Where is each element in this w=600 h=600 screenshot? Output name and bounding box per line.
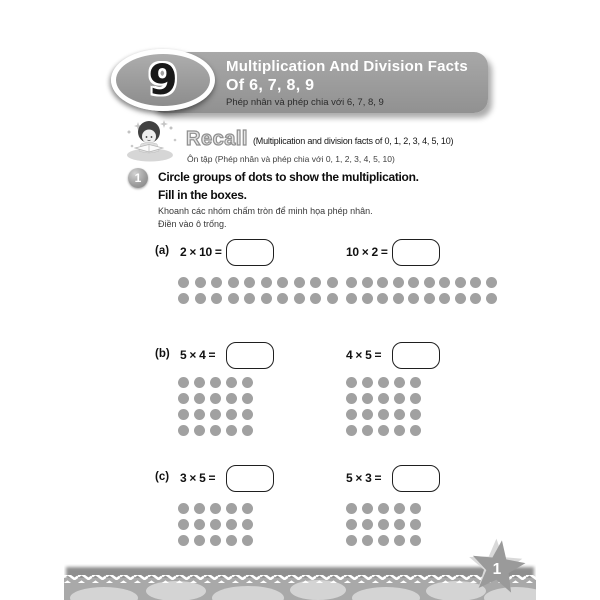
dot <box>362 293 373 304</box>
dot <box>346 293 357 304</box>
dot <box>378 535 389 546</box>
dot <box>210 503 221 514</box>
dot <box>486 293 497 304</box>
instruction-english-line2: Fill in the boxes. <box>158 188 247 202</box>
dot <box>408 293 419 304</box>
dot <box>211 277 222 288</box>
dot <box>210 519 221 530</box>
dot <box>178 503 189 514</box>
dot <box>394 503 405 514</box>
dot <box>394 393 405 404</box>
dot <box>210 393 221 404</box>
dot <box>346 535 357 546</box>
dot <box>378 503 389 514</box>
dot <box>194 409 205 420</box>
dot <box>195 277 206 288</box>
dot <box>310 293 321 304</box>
dot <box>362 393 373 404</box>
dot <box>242 393 253 404</box>
exercise-c-label: (c) <box>155 471 170 483</box>
question-number: 1 <box>134 171 142 185</box>
exercise-b-left-answer-box[interactable] <box>226 342 274 369</box>
dot <box>226 535 237 546</box>
dot <box>377 277 388 288</box>
exercise-c-left-expression: 3 × 5 = <box>180 471 216 485</box>
dot <box>394 519 405 530</box>
exercise-b-label: (b) <box>155 348 170 360</box>
exercise-a-left-expression: 2 × 10 = <box>180 245 222 259</box>
dot <box>226 503 237 514</box>
dot <box>194 519 205 530</box>
dot <box>261 293 272 304</box>
dot <box>178 393 189 404</box>
dot <box>210 425 221 436</box>
dot <box>378 393 389 404</box>
chapter-number-badge <box>111 49 215 111</box>
dot <box>226 425 237 436</box>
dot <box>194 393 205 404</box>
dot <box>486 277 497 288</box>
reading-girl-icon <box>122 117 180 163</box>
exercise-c-right-dot-grid <box>346 503 421 546</box>
instruction-vietnamese-line1: Khoanh các nhóm chấm tròn để minh họa phép nhân. <box>158 206 373 216</box>
dot <box>194 377 205 388</box>
dot <box>424 293 435 304</box>
dot <box>242 425 253 436</box>
dot <box>393 277 404 288</box>
dot <box>178 293 189 304</box>
dot <box>410 393 421 404</box>
page-number: 1 <box>492 561 502 579</box>
recall-topic-english: (Multiplication and division facts of 0, 1, 2, 3, 4, 5, 10) <box>253 136 454 146</box>
dot <box>178 409 189 420</box>
dot <box>362 503 373 514</box>
dot <box>362 277 373 288</box>
exercise-a-left-answer-box[interactable] <box>226 239 274 266</box>
dot <box>178 425 189 436</box>
instruction-vietnamese-line2: Điền vào ô trống. <box>158 219 227 229</box>
recall-heading: Recall <box>186 128 248 150</box>
exercise-b <box>0 341 600 451</box>
page-number-star <box>467 537 529 599</box>
dot <box>362 377 373 388</box>
dot <box>455 293 466 304</box>
dot <box>470 293 481 304</box>
dot <box>226 409 237 420</box>
exercise-c-right-expression: 5 × 3 = <box>346 471 382 485</box>
chapter-title-line2: Of 6, 7, 8, 9 <box>226 77 315 94</box>
exercise-a-label: (a) <box>155 245 170 257</box>
dot <box>178 277 189 288</box>
dot <box>226 393 237 404</box>
dot <box>378 519 389 530</box>
dot <box>277 277 288 288</box>
dot <box>346 425 357 436</box>
dot <box>242 519 253 530</box>
dot <box>194 425 205 436</box>
dot <box>393 293 404 304</box>
dot <box>410 425 421 436</box>
exercise-b-left-expression: 5 × 4 = <box>180 348 216 362</box>
dot <box>346 409 357 420</box>
dot <box>394 425 405 436</box>
dot <box>277 293 288 304</box>
chapter-number: 9 <box>148 55 178 104</box>
question-number-badge <box>128 168 148 188</box>
dot <box>410 409 421 420</box>
dot <box>346 277 357 288</box>
exercise-a-right-dot-grid <box>346 277 497 304</box>
instruction-english-line1: Circle groups of dots to show the multiplication. <box>158 170 419 184</box>
dot <box>242 535 253 546</box>
exercise-b-left-dot-grid <box>178 377 253 436</box>
dot <box>310 277 321 288</box>
exercise-b-right-answer-box[interactable] <box>392 342 440 369</box>
exercise-b-right-dot-grid <box>346 377 421 436</box>
recall-topic-vietnamese: Ôn tập (Phép nhân và phép chia với 0, 1, 2, 3, 4, 5, 10) <box>187 154 395 164</box>
dot <box>294 277 305 288</box>
dot <box>346 393 357 404</box>
exercise-c-right-answer-box[interactable] <box>392 465 440 492</box>
dot <box>178 535 189 546</box>
dot <box>178 377 189 388</box>
exercise-b-right-expression: 4 × 5 = <box>346 348 382 362</box>
dot <box>244 293 255 304</box>
dot <box>195 293 206 304</box>
dot <box>439 277 450 288</box>
dot <box>346 503 357 514</box>
dot <box>394 535 405 546</box>
dot <box>378 425 389 436</box>
dot <box>228 277 239 288</box>
dot <box>410 503 421 514</box>
dot <box>362 425 373 436</box>
dot <box>226 377 237 388</box>
chapter-title-line1: Multiplication And Division Facts <box>226 58 468 75</box>
dot <box>424 277 435 288</box>
dot <box>410 535 421 546</box>
dot <box>394 409 405 420</box>
dot <box>346 519 357 530</box>
dot <box>210 377 221 388</box>
exercise-c-left-answer-box[interactable] <box>226 465 274 492</box>
dot <box>455 277 466 288</box>
dot <box>362 409 373 420</box>
dot <box>378 377 389 388</box>
dot <box>408 277 419 288</box>
dot <box>327 293 338 304</box>
dot <box>228 293 239 304</box>
exercise-a-right-answer-box[interactable] <box>392 239 440 266</box>
dot <box>194 535 205 546</box>
exercise-a-left-dot-grid <box>178 277 338 304</box>
dot <box>211 293 222 304</box>
dot <box>327 277 338 288</box>
dot <box>377 293 388 304</box>
dot <box>394 377 405 388</box>
dot <box>242 503 253 514</box>
dot <box>294 293 305 304</box>
exercise-c-left-dot-grid <box>178 503 253 546</box>
dot <box>410 377 421 388</box>
dot <box>244 277 255 288</box>
dot <box>242 409 253 420</box>
chapter-subtitle-vietnamese: Phép nhân và phép chia với 6, 7, 8, 9 <box>226 97 384 108</box>
dot <box>378 409 389 420</box>
dot <box>261 277 272 288</box>
dot <box>346 377 357 388</box>
exercise-a <box>0 238 600 348</box>
dot <box>226 519 237 530</box>
dot <box>362 535 373 546</box>
dot <box>439 293 450 304</box>
dot <box>210 409 221 420</box>
dot <box>178 519 189 530</box>
dot <box>242 377 253 388</box>
dot <box>210 535 221 546</box>
footer-wave-decoration <box>64 564 536 600</box>
dot <box>194 503 205 514</box>
dot <box>470 277 481 288</box>
dot <box>410 519 421 530</box>
exercise-a-right-expression: 10 × 2 = <box>346 245 388 259</box>
dot <box>362 519 373 530</box>
